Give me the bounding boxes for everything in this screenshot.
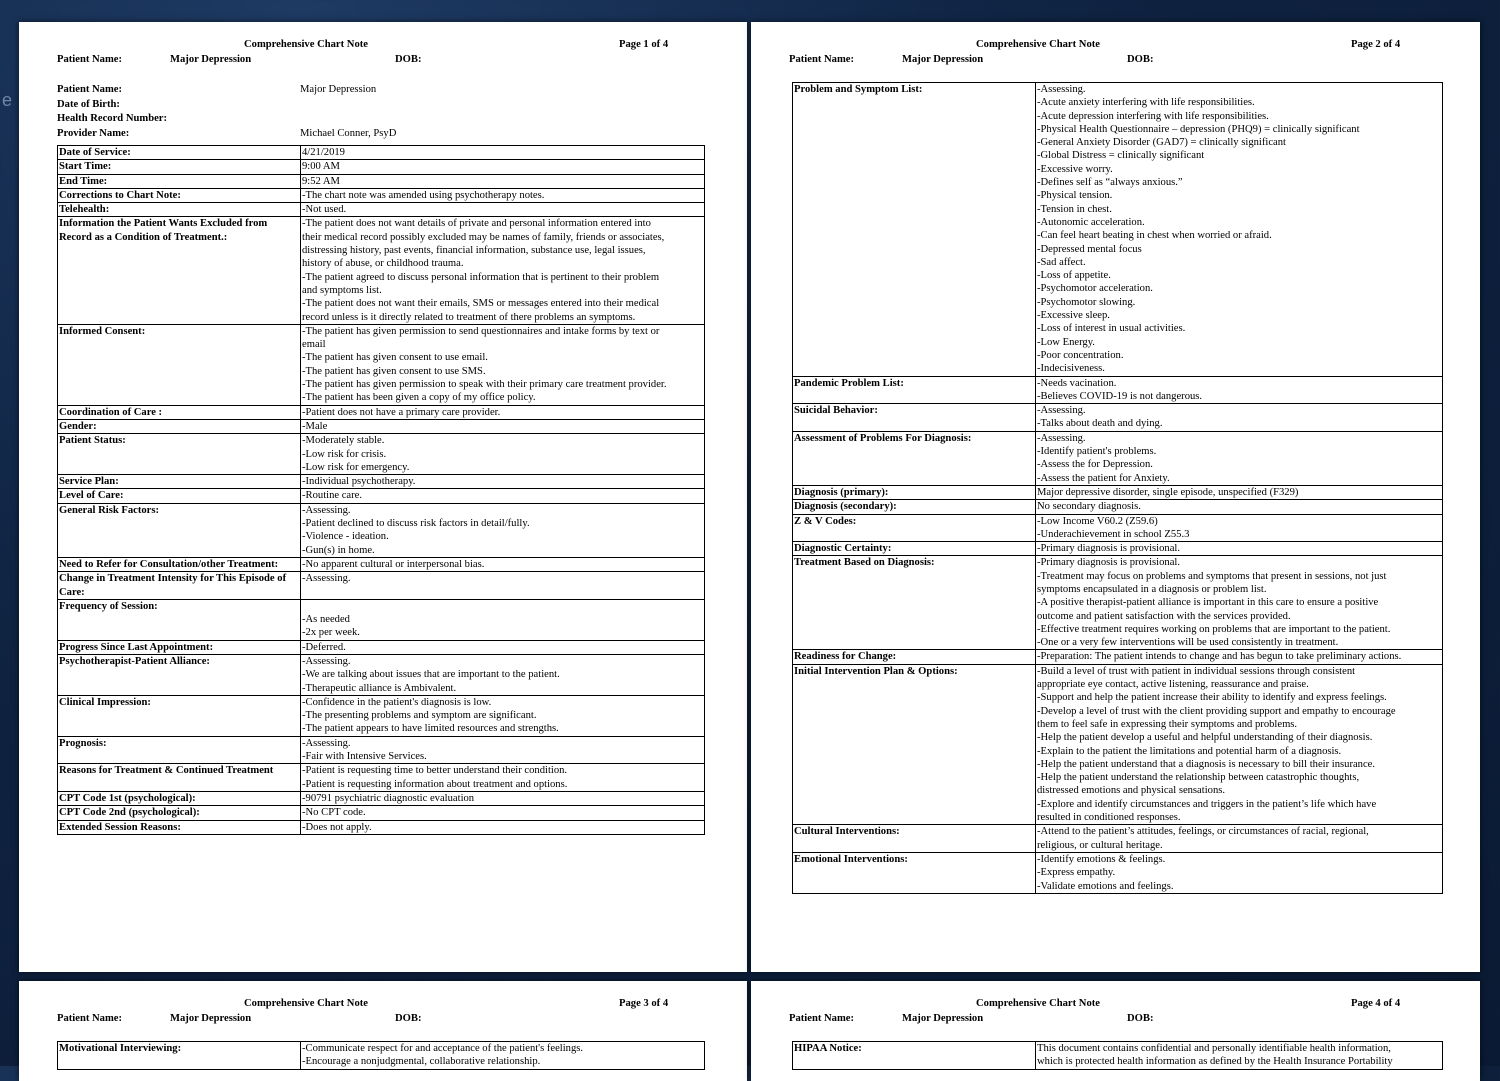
value-line: -Physical Health Questionnaire – depression (PHQ9) = clinically significant: [1037, 123, 1360, 135]
table-row: [793, 556, 1443, 650]
page-header: [751, 981, 1480, 1041]
table-row: [58, 503, 705, 557]
table-row: [58, 791, 705, 805]
value-line: -Primary diagnosis is provisional.: [1037, 557, 1181, 569]
table-row: [793, 650, 1443, 664]
value-line: -Low risk for emergency.: [302, 461, 410, 473]
field-value: [301, 174, 705, 188]
dob-label: DOB:: [1127, 1013, 1154, 1024]
field-value: [1036, 500, 1443, 514]
field-label: Pandemic Problem List:: [793, 376, 1036, 404]
field-label: Emotional Interventions:: [793, 852, 1036, 893]
field-value: [301, 806, 705, 820]
field-label: Patient Status:: [58, 434, 301, 475]
value-line: -Defines self as “always anxious.”: [1037, 177, 1183, 189]
value-line: 4/21/2019: [302, 147, 345, 158]
patient-name-label: Patient Name:: [57, 1013, 123, 1024]
field-label: Reasons for Treatment & Continued Treatment: [58, 764, 301, 792]
value-line: -General Anxiety Disorder (GAD7) = clinically significant: [1037, 137, 1286, 149]
field-label: Problem and Symptom List:: [793, 83, 1036, 377]
field-label: General Risk Factors:: [58, 503, 301, 557]
table-row: [793, 825, 1443, 853]
document-title: Comprehensive Chart Note: [244, 998, 368, 1009]
page-3: [19, 981, 747, 1081]
value-line: -Depressed mental focus: [1037, 243, 1142, 255]
table-row: [58, 188, 705, 202]
value-line: -Identify emotions & feelings.: [1037, 853, 1166, 865]
value-line: -The patient does not want details of private and personal information entered into: [302, 218, 651, 230]
table-row: [58, 146, 705, 160]
field-label: Coordination of Care :: [58, 405, 301, 419]
page-number: Page 3 of 4: [619, 998, 669, 1009]
field-label: Z & V Codes:: [793, 514, 1036, 542]
value-line: -Help the patient understand that a diagnosis is necessary to bill their insurance.: [1037, 758, 1376, 770]
field-value: [301, 736, 705, 764]
table-row: [58, 736, 705, 764]
table-row: [58, 324, 705, 405]
value-line: -Attend to the patient’s attitudes, feelings, or circumstances of racial, regional,: [1037, 826, 1369, 838]
value-line: -Fair with Intensive Services.: [302, 751, 427, 763]
field-value: [301, 419, 705, 433]
value-line: This document contains confidential and personally identifiable health information,: [1037, 1043, 1391, 1054]
value-line: -Excessive worry.: [1037, 163, 1113, 175]
patient-name-value: Major Depression: [170, 54, 252, 65]
value-line: -Does not apply.: [302, 821, 372, 833]
page-header: [19, 22, 747, 82]
field-value: [1036, 650, 1443, 664]
value-line: -The patient appears to have limited resources and strengths.: [302, 723, 559, 735]
value-line: -Encourage a nonjudgmental, collaborative relationship.: [302, 1056, 541, 1068]
table-row: [58, 489, 705, 503]
patient-name-value: Major Depression: [170, 1013, 252, 1024]
value-line: -Tension in chest.: [1037, 203, 1112, 215]
table-row: [58, 599, 705, 640]
patient-name-label: Patient Name:: [789, 1013, 855, 1024]
value-line: -The patient has been given a copy of my office policy.: [302, 392, 536, 404]
patient-name-label: Patient Name:: [789, 54, 855, 65]
value-line: -Identify patient's problems.: [1037, 446, 1157, 458]
value-line: -Confidence in the patient's diagnosis is low.: [302, 696, 492, 708]
field-value: [1036, 825, 1443, 853]
value-line: -Assess the for Depression.: [1037, 459, 1153, 471]
field-label: Extended Session Reasons:: [58, 820, 301, 834]
table-row: [793, 485, 1443, 499]
field-label: Information the Patient Wants Excluded from Record as a Condition of Treatment.:: [58, 217, 301, 324]
field-label: End Time:: [58, 174, 301, 188]
page-number: Page 4 of 4: [1351, 998, 1401, 1009]
field-value: [301, 489, 705, 503]
chart-note-table: [57, 1041, 705, 1070]
value-line: -Excessive sleep.: [1037, 310, 1110, 322]
value-line: -Physical tension.: [1037, 190, 1113, 202]
value-line: -Deferred.: [302, 641, 346, 653]
table-row: [793, 1042, 1443, 1070]
value-line: their medical record possibly excluded may be names of family, friends or associates,: [302, 231, 665, 243]
field-value: [301, 160, 705, 174]
field-value: [1036, 514, 1443, 542]
table-row: [58, 572, 705, 600]
field-value: [301, 1042, 705, 1070]
table-row: [58, 1042, 705, 1070]
value-line: -Help the patient understand the relationship between catastrophic thoughts,: [1037, 772, 1360, 784]
field-value: [301, 820, 705, 834]
table-row: [58, 806, 705, 820]
value-line: appropriate eye contact, active listening, reassurance and praise.: [1037, 679, 1309, 691]
value-line: -Moderately stable.: [302, 435, 385, 447]
patient-name-label: Patient Name:: [57, 54, 123, 65]
field-value: [301, 654, 705, 695]
field-label: Date of Service:: [58, 146, 301, 160]
field-value: [301, 640, 705, 654]
field-label: Informed Consent:: [58, 324, 301, 405]
field-label: Service Plan:: [58, 475, 301, 489]
field-value: [1036, 852, 1443, 893]
value-line: -Preparation: The patient intends to change and has begun to take preliminary actions.: [1037, 651, 1402, 663]
value-line: -Patient declined to discuss risk factors in detail/fully.: [302, 518, 530, 530]
value-line: -Build a level of trust with patient in individual sessions through consistent: [1037, 665, 1356, 677]
table-row: [793, 542, 1443, 556]
value-line: -Violence - ideation.: [302, 531, 389, 543]
value-line: -Male: [302, 420, 328, 432]
field-value: [1036, 664, 1443, 825]
info-row: Date of Birth:: [57, 98, 120, 110]
document-title: Comprehensive Chart Note: [976, 998, 1100, 1009]
dob-label: DOB:: [1127, 54, 1154, 65]
value-line: -Assessing.: [302, 573, 351, 585]
field-label: Progress Since Last Appointment:: [58, 640, 301, 654]
field-label: Initial Intervention Plan & Options:: [793, 664, 1036, 825]
patient-name-value: Major Depression: [902, 1013, 984, 1024]
value-line: -Global Distress = clinically significant: [1037, 150, 1205, 162]
field-label: Readiness for Change:: [793, 650, 1036, 664]
value-line: -Validate emotions and feelings.: [1037, 880, 1174, 892]
value-line: -Support and help the patient increase their ability to identify and express feelings.: [1037, 692, 1387, 704]
field-value: [301, 217, 705, 324]
value-line: distressed emotions and physical sensations.: [1037, 785, 1226, 797]
table-row: [793, 852, 1443, 893]
page-number: Page 1 of 4: [619, 39, 669, 50]
field-value: [301, 764, 705, 792]
table-row: [58, 557, 705, 571]
field-label: Start Time:: [58, 160, 301, 174]
value-line: -Communicate respect for and acceptance of the patient's feelings.: [302, 1043, 584, 1054]
value-line: distressing history, past events, financial information, substance use, legal issues,: [302, 245, 646, 257]
value-line: outcome and patient satisfaction with the services provided.: [1037, 610, 1291, 622]
value-line: -One or a very few interventions will be used consistently in treatment.: [1037, 637, 1339, 649]
value-line: -The patient agreed to discuss personal information that is pertinent to their problem: [302, 271, 660, 283]
value-line: -The chart note was amended using psychotherapy notes.: [302, 189, 545, 201]
table-row: [793, 500, 1443, 514]
value-line: -Treatment may focus on problems and symptoms that present in sessions, not just: [1037, 570, 1387, 582]
field-value: [301, 503, 705, 557]
field-label: Need to Refer for Consultation/other Treatment:: [58, 557, 301, 571]
value-line: -The patient has given consent to use SMS.: [302, 365, 486, 377]
field-value: [301, 146, 705, 160]
value-line: -Individual psychotherapy.: [302, 476, 416, 488]
value-line: -Underachievement in school Z55.3: [1037, 528, 1190, 540]
value-line: -Patient is requesting information about treatment and options.: [302, 778, 568, 790]
table-row: [793, 664, 1443, 825]
value-line: [302, 600, 703, 613]
value-line: No secondary diagnosis.: [1037, 501, 1141, 513]
patient-info: [57, 83, 707, 141]
value-line: -Explore and identify circumstances and triggers in the patient’s life which have: [1037, 798, 1377, 810]
value-line: -Believes COVID-19 is not dangerous.: [1037, 390, 1203, 402]
field-value: [301, 557, 705, 571]
value-line: -Not used.: [302, 204, 347, 216]
field-label: Change in Treatment Intensity for This Episode of Care:: [58, 572, 301, 600]
value-line: them to feel safe in expressing their symptoms and problems.: [1037, 718, 1298, 730]
value-line: -Assessing.: [302, 737, 351, 749]
field-label: Diagnosis (primary):: [793, 485, 1036, 499]
field-value: [1036, 83, 1443, 377]
value-line: which is protected health information as defined by the Health Insurance Portability: [1037, 1056, 1393, 1068]
value-line: -Loss of appetite.: [1037, 270, 1111, 282]
value-line: -Express empathy.: [1037, 867, 1116, 879]
field-value: [1036, 556, 1443, 650]
value-line: symptoms encapsulated in a diagnosis or problem list.: [1037, 583, 1267, 595]
value-line: -Loss of interest in usual activities.: [1037, 323, 1186, 335]
value-line: religious, or cultural heritage.: [1037, 839, 1163, 851]
value-line: -Develop a level of trust with the client providing support and empathy to encourage: [1037, 705, 1396, 717]
field-label: Clinical Impression:: [58, 695, 301, 736]
value-line: -Routine care.: [302, 490, 363, 502]
value-line: -Can feel heart beating in chest when worried or afraid.: [1037, 230, 1272, 242]
field-value: [1036, 376, 1443, 404]
table-row: [58, 405, 705, 419]
field-value: [301, 203, 705, 217]
table-row: [58, 475, 705, 489]
value-line: -Assess the patient for Anxiety.: [1037, 472, 1170, 484]
field-label: Motivational Interviewing:: [58, 1042, 301, 1070]
page-header: [751, 22, 1480, 82]
document-title: Comprehensive Chart Note: [976, 39, 1100, 50]
table-row: [58, 174, 705, 188]
field-label: HIPAA Notice:: [793, 1042, 1036, 1070]
value-line: -90791 psychiatric diagnostic evaluation: [302, 792, 475, 804]
field-label: Assessment of Problems For Diagnosis:: [793, 431, 1036, 485]
page-4: [751, 981, 1480, 1081]
table-row: [58, 764, 705, 792]
field-label: Treatment Based on Diagnosis:: [793, 556, 1036, 650]
field-label: Psychotherapist-Patient Alliance:: [58, 654, 301, 695]
value-line: -Autonomic acceleration.: [1037, 216, 1145, 228]
table-row: [58, 203, 705, 217]
document-title: Comprehensive Chart Note: [244, 39, 368, 50]
field-label: Telehealth:: [58, 203, 301, 217]
value-line: -Therapeutic alliance is Ambivalent.: [302, 682, 457, 694]
value-line: -Poor concentration.: [1037, 349, 1124, 361]
table-row: [793, 404, 1443, 432]
field-value: [301, 324, 705, 405]
value-line: -The patient has given permission to speak with their primary care treatment provider.: [302, 379, 667, 391]
value-line: -Indecisiveness.: [1037, 363, 1105, 375]
value-line: -Explain to the patient the limitations and potential harm of a diagnosis.: [1037, 745, 1342, 757]
value-line: -Gun(s) in home.: [302, 544, 375, 556]
value-line: -The patient does not want their emails, SMS or messages entered into their medical: [302, 298, 660, 310]
value-line: -A positive therapist-patient alliance is important in this care to ensure a positive: [1037, 597, 1379, 609]
table-row: [58, 160, 705, 174]
value-line: -Effective treatment requires working on problems that are important to the patient.: [1037, 623, 1391, 635]
field-label: Gender:: [58, 419, 301, 433]
value-line: -Acute depression interfering with life responsibilities.: [1037, 110, 1269, 122]
dob-label: DOB:: [395, 54, 422, 65]
value-line: -Assessing.: [1037, 84, 1086, 95]
value-line: -No CPT code.: [302, 807, 366, 819]
value-line: record unless is it directly related to treatment of there problems an symptoms.: [302, 311, 636, 323]
table-row: [793, 514, 1443, 542]
background-decoration: e: [2, 90, 13, 110]
field-label: Suicidal Behavior:: [793, 404, 1036, 432]
field-label: CPT Code 1st (psychological):: [58, 791, 301, 805]
value-line: -Help the patient develop a useful and helpful understanding of their diagnosis.: [1037, 732, 1373, 744]
value-line: resulted in conditioned responses.: [1037, 812, 1181, 824]
value-line: Major depressive disorder, single episode, unspecified (F329): [1037, 486, 1299, 498]
table-row: [58, 419, 705, 433]
table-row: [58, 654, 705, 695]
table-row: [58, 820, 705, 834]
value-line: -As needed: [302, 614, 350, 626]
chart-note-table: [792, 82, 1443, 894]
field-label: Prognosis:: [58, 736, 301, 764]
value-line: -Talks about death and dying.: [1037, 418, 1163, 430]
value-line: -No apparent cultural or interpersonal bias.: [302, 558, 485, 570]
value-line: -We are talking about issues that are important to the patient.: [302, 669, 560, 681]
field-label: Diagnostic Certainty:: [793, 542, 1036, 556]
page-number: Page 2 of 4: [1351, 39, 1401, 50]
value-line: -Sad affect.: [1037, 256, 1086, 268]
value-line: -Low risk for crisis.: [302, 448, 387, 460]
field-label: CPT Code 2nd (psychological):: [58, 806, 301, 820]
value-line: -Needs vacination.: [1037, 377, 1117, 389]
info-row: Provider Name: Michael Conner, PsyD: [57, 127, 397, 139]
value-line: and symptoms list.: [302, 284, 382, 296]
field-value: [301, 599, 705, 640]
field-value: [1036, 485, 1443, 499]
field-value: [1036, 431, 1443, 485]
field-label: Cultural Interventions:: [793, 825, 1036, 853]
field-label: Corrections to Chart Note:: [58, 188, 301, 202]
chart-note-table: [792, 1041, 1443, 1070]
field-value: [301, 695, 705, 736]
table-row: [793, 376, 1443, 404]
value-line: -Low Income V60.2 (Z59.6): [1037, 515, 1158, 527]
value-line: -The patient has given permission to send questionnaires and intake forms by text or: [302, 325, 660, 337]
field-value: [1036, 404, 1443, 432]
field-value: [301, 475, 705, 489]
field-value: [301, 572, 705, 600]
field-value: [301, 188, 705, 202]
table-row: [793, 431, 1443, 485]
value-line: -Patient is requesting time to better understand their condition.: [302, 765, 568, 777]
value-line: -Assessing.: [1037, 405, 1086, 417]
value-line: -Low Energy.: [1037, 336, 1095, 348]
value-line: -Primary diagnosis is provisional.: [1037, 543, 1181, 555]
table-row: [58, 434, 705, 475]
field-label: Level of Care:: [58, 489, 301, 503]
value-line: -Psychomotor slowing.: [1037, 296, 1136, 308]
field-value: [1036, 542, 1443, 556]
value-line: -Acute anxiety interfering with life responsibilities.: [1037, 97, 1255, 109]
table-row: [58, 640, 705, 654]
value-line: email: [302, 339, 326, 351]
info-row: Patient Name: Major Depression: [57, 84, 377, 95]
page-2: [751, 22, 1480, 972]
value-line: -2x per week.: [302, 627, 360, 639]
value-line: -Assessing.: [1037, 432, 1086, 444]
value-line: -Assessing.: [302, 504, 351, 516]
field-value: [301, 405, 705, 419]
value-line: -Assessing.: [302, 655, 351, 667]
value-line: -Patient does not have a primary care provider.: [302, 406, 501, 418]
page-1: [19, 22, 747, 972]
value-line: -Psychomotor acceleration.: [1037, 283, 1153, 295]
dob-label: DOB:: [395, 1013, 422, 1024]
field-value: [301, 434, 705, 475]
table-row: [793, 83, 1443, 377]
chart-note-table: [57, 145, 705, 835]
field-value: [301, 791, 705, 805]
value-line: 9:00 AM: [302, 161, 340, 173]
field-label: Diagnosis (secondary):: [793, 500, 1036, 514]
value-line: -The patient has given consent to use email.: [302, 352, 488, 364]
value-line: history of abuse, or childhood trauma.: [302, 258, 464, 270]
value-line: -The presenting problems and symptom are significant.: [302, 710, 537, 722]
table-row: [58, 217, 705, 324]
field-label: Frequency of Session:: [58, 599, 301, 640]
field-value: [1036, 1042, 1443, 1070]
page-header: [19, 981, 747, 1041]
patient-name-value: Major Depression: [902, 54, 984, 65]
table-row: [58, 695, 705, 736]
value-line: 9:52 AM: [302, 175, 340, 187]
info-row: Health Record Number:: [57, 113, 168, 124]
